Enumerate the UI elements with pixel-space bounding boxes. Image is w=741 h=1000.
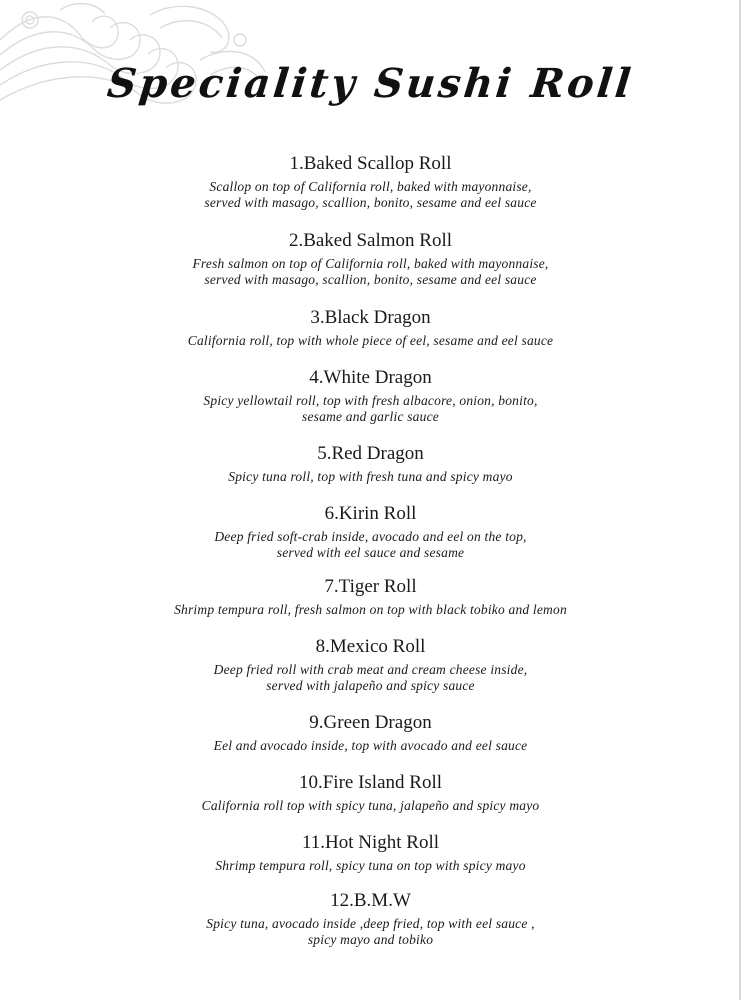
- menu-item-description: served with masago, scallion, bonito, sesame and eel sauce: [204, 272, 537, 287]
- menu-item-name: 12.B.M.W: [330, 890, 411, 911]
- menu-item-description: Fresh salmon on top of California roll, baked with mayonnaise,: [192, 256, 549, 271]
- menu-item-name: 9.Green Dragon: [309, 712, 432, 733]
- menu-item: [0, 712, 741, 754]
- menu-item-description: Scallop on top of California roll, baked with mayonnaise,: [209, 179, 532, 194]
- menu-item: [0, 890, 741, 948]
- menu-item: [0, 772, 741, 814]
- menu-item-name: 1.Baked Scallop Roll: [289, 153, 452, 174]
- menu-item: [0, 367, 741, 425]
- menu-item-name: 7.Tiger Roll: [324, 576, 417, 597]
- menu-item-description: California roll, top with whole piece of eel, sesame and eel sauce: [187, 333, 554, 348]
- menu-item-description: Deep fried soft-crab inside, avocado and eel on the top,: [214, 529, 527, 544]
- menu-item-description: Shrimp tempura roll, spicy tuna on top with spicy mayo: [215, 858, 526, 873]
- menu-item-description: served with masago, scallion, bonito, sesame and eel sauce: [204, 195, 537, 210]
- menu-item-description: Spicy tuna, avocado inside ,deep fried, top with eel sauce ,: [206, 916, 535, 931]
- menu-item-description: sesame and garlic sauce: [302, 409, 439, 424]
- menu-item-description: served with jalapeño and spicy sauce: [266, 678, 475, 693]
- menu-item: [0, 230, 741, 288]
- menu-item-description: California roll top with spicy tuna, jalapeño and spicy mayo: [201, 798, 540, 813]
- menu-item-description: served with eel sauce and sesame: [276, 545, 465, 560]
- menu-item-description: Eel and avocado inside, top with avocado and eel sauce: [213, 738, 528, 753]
- menu-item-description: Spicy tuna roll, top with fresh tuna and spicy mayo: [228, 469, 513, 484]
- menu-item-description: Spicy yellowtail roll, top with fresh albacore, onion, bonito,: [203, 393, 538, 408]
- menu-item-description: Shrimp tempura roll, fresh salmon on top with black tobiko and lemon: [174, 602, 567, 617]
- menu-item-name: 3.Black Dragon: [310, 307, 431, 328]
- menu-item: [0, 576, 741, 618]
- menu-item: [0, 503, 741, 561]
- menu-item-name: 11.Hot Night Roll: [301, 832, 440, 853]
- menu-item: [0, 153, 741, 211]
- menu-item-name: 6.Kirin Roll: [324, 503, 417, 524]
- menu-item: [0, 443, 741, 485]
- menu-title: Speciality Sushi Roll: [105, 60, 636, 107]
- menu-item-description: Deep fried roll with crab meat and cream cheese inside,: [213, 662, 528, 677]
- menu-item-name: 10.Fire Island Roll: [298, 772, 443, 793]
- menu-item-name: 4.White Dragon: [309, 367, 432, 388]
- menu-item-name: 5.Red Dragon: [317, 443, 424, 464]
- menu-item: [0, 307, 741, 349]
- menu-item: [0, 832, 741, 874]
- menu-item-name: 2.Baked Salmon Roll: [288, 230, 453, 251]
- menu-item-name: 8.Mexico Roll: [315, 636, 426, 657]
- menu-item: [0, 636, 741, 694]
- menu-item-description: spicy mayo and tobiko: [307, 932, 434, 947]
